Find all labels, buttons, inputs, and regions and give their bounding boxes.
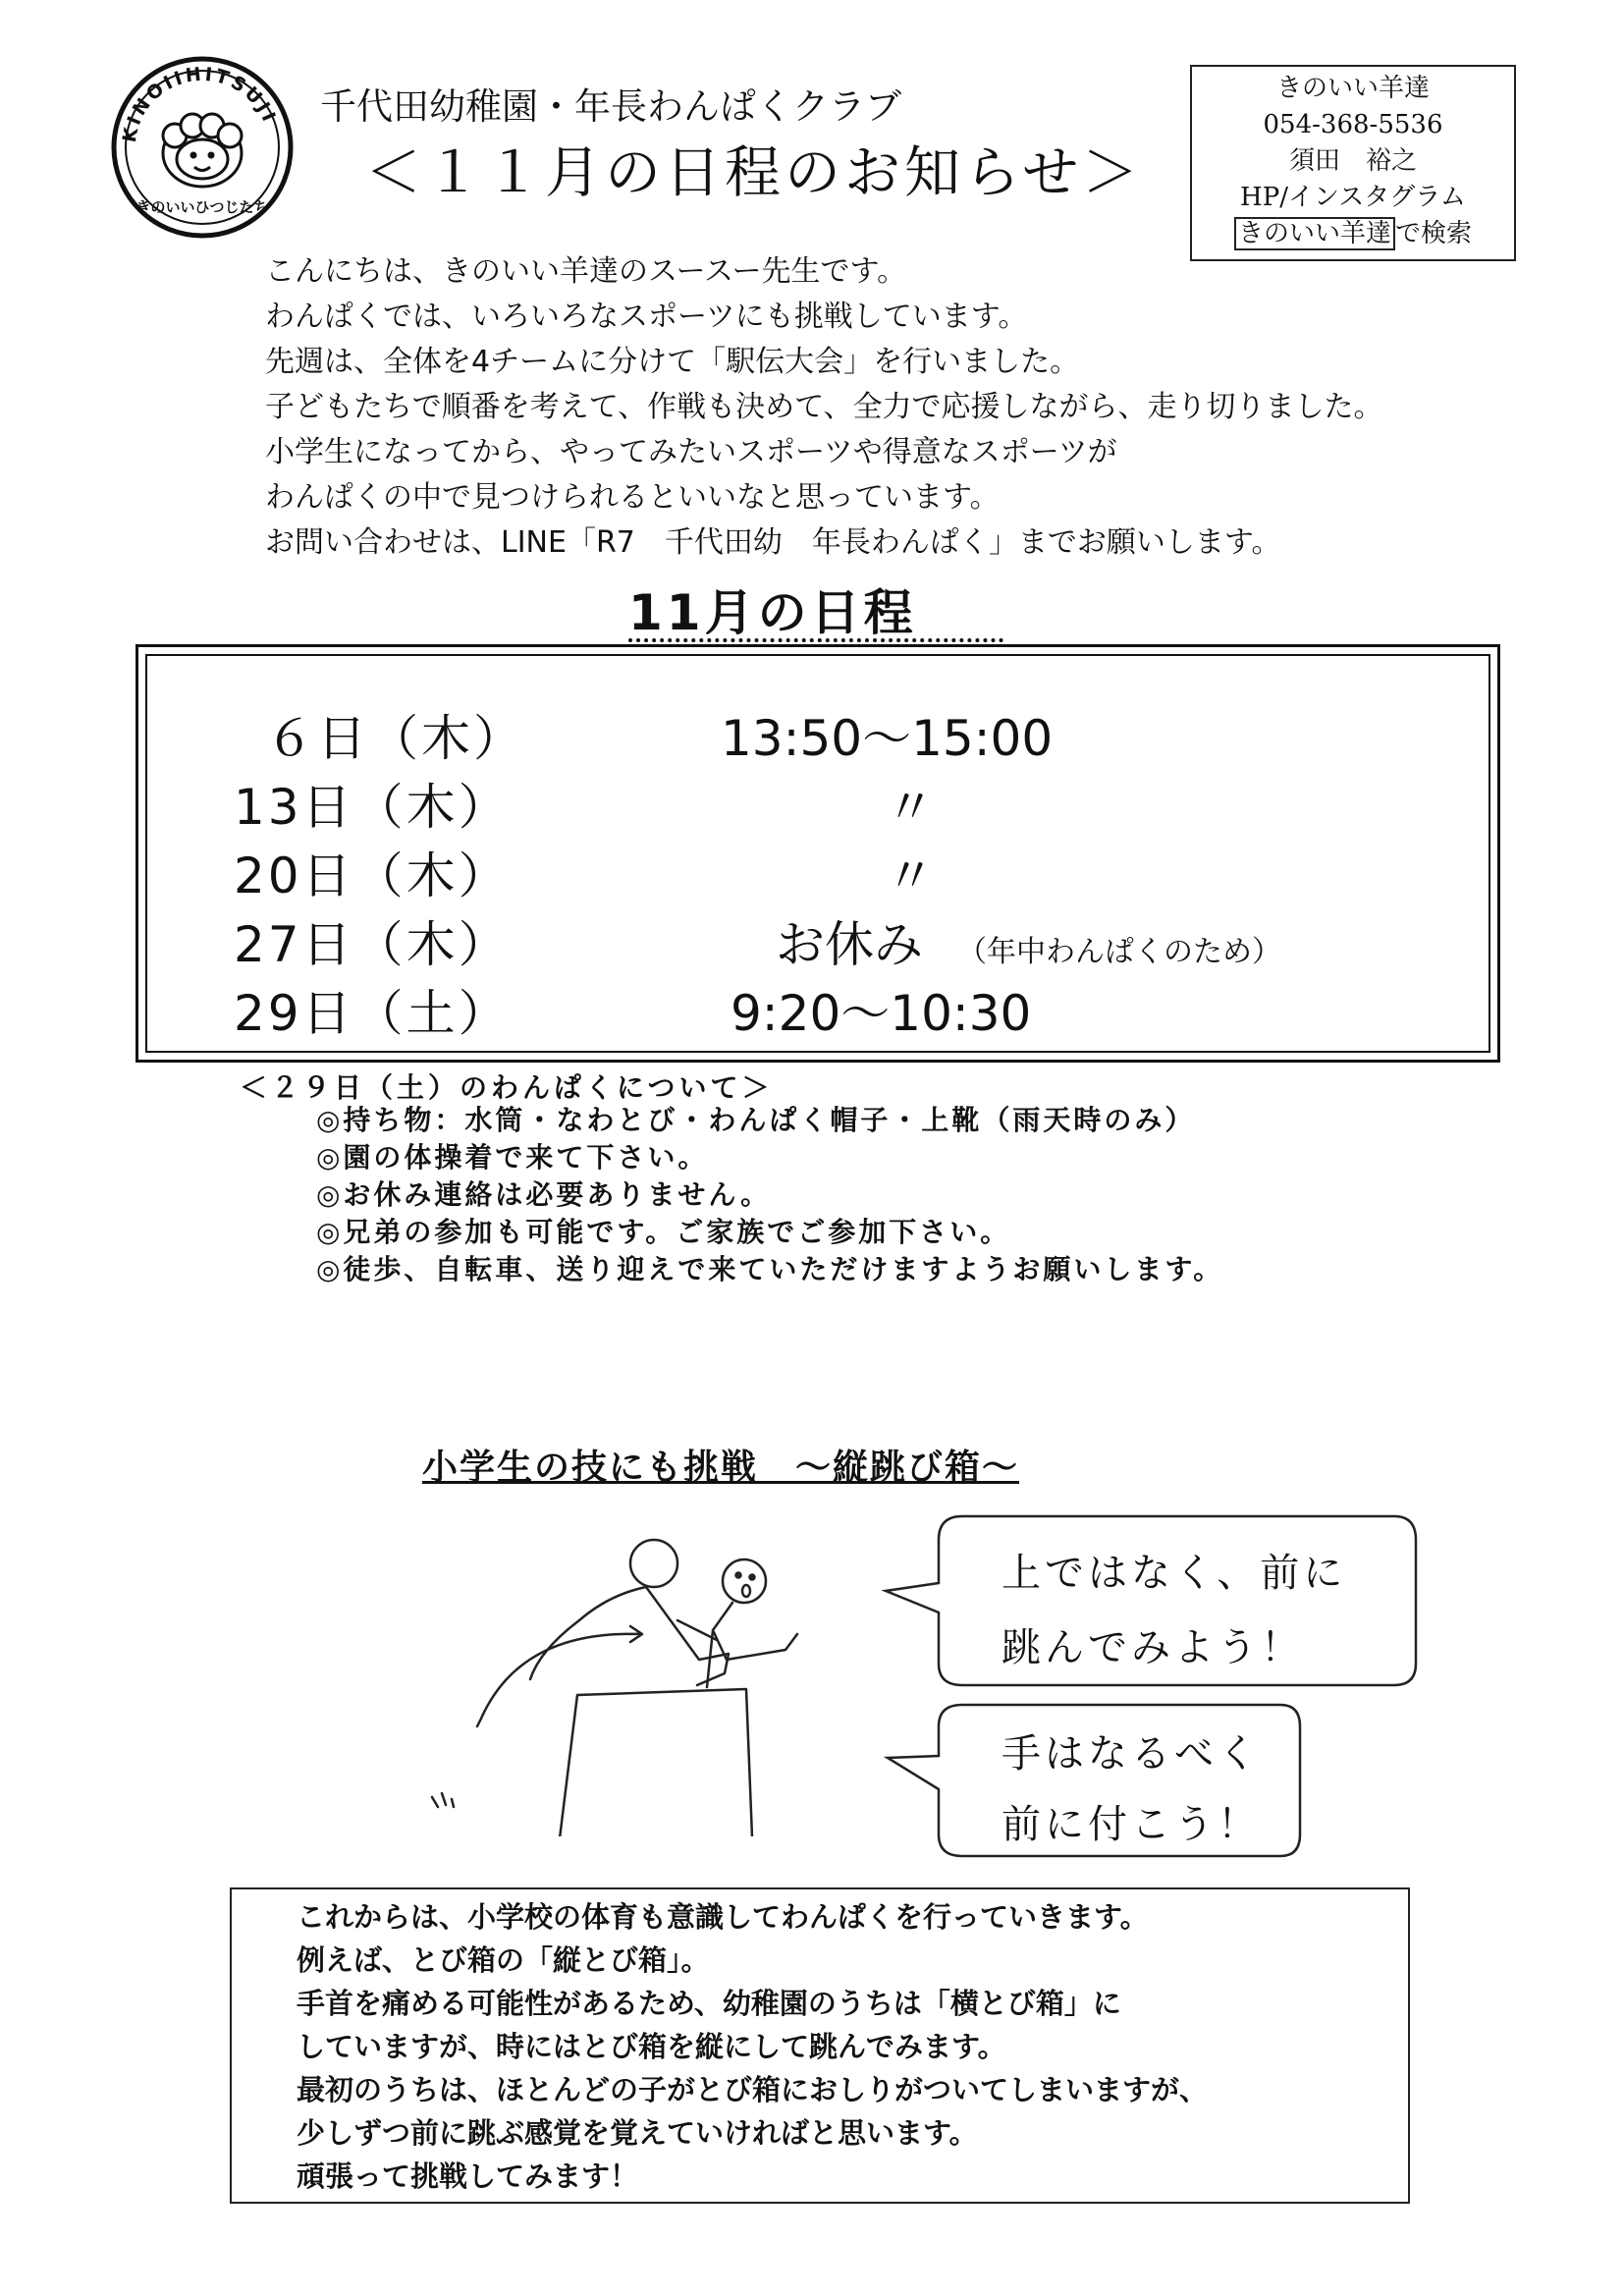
intro-line: こんにちは、きのいい羊達のスースー先生です。: [265, 254, 907, 289]
bubble2-line: 手はなるべく: [1001, 1731, 1261, 1777]
notes-item: ◎園の体操着で来て下さい。: [316, 1141, 709, 1174]
contact-hp: HP/インスタグラム: [1240, 183, 1466, 212]
notes-item: ◎兄弟の参加も可能です。ご家族でご参加下さい。: [316, 1216, 1011, 1248]
bottom-line: 最初のうちは、ほとんどの子がとび箱におしりがついてしまいますが、: [297, 2073, 1209, 2106]
logo-arc-text: KINOIIHITSUJI: [118, 63, 281, 144]
notes-item: ◎お休み連絡は必要ありません。: [316, 1178, 772, 1211]
bottom-line: していますが、時にはとび箱を縦にして跳んでみます。: [297, 2030, 1006, 2063]
search-suffix: で検索: [1395, 219, 1473, 248]
contact-box: [1190, 65, 1516, 261]
bottom-line: 頑張って挑戦してみます！: [297, 2159, 639, 2193]
notice-title: ＜１１月の日程のお知らせ＞: [365, 140, 1143, 205]
schedule-title: 11月の日程: [628, 584, 917, 641]
bubble1-line: 上ではなく、前に: [1001, 1551, 1347, 1596]
schedule-date: 20日（木）: [234, 847, 511, 904]
footprint-marks: [432, 1793, 454, 1807]
schedule-time: 9:20〜10:30: [731, 985, 1032, 1042]
contact-phone: 054-368-5536: [1263, 110, 1443, 139]
contact-name: きのいい羊達: [1275, 74, 1430, 103]
bottom-line: 少しずつ前に跳ぶ感覚を覚えていければと思います。: [297, 2116, 978, 2150]
teacher-body: [530, 1587, 729, 1685]
notes-item: ◎徒歩、自転車、送り迎えで来ていただけますようお願いします。: [316, 1253, 1224, 1285]
sheep-icon: [163, 114, 242, 187]
vaulting-box-illustration: [412, 1512, 825, 1836]
notes-item: ◎持ち物：水筒・なわとび・わんぱく帽子・上靴（雨天時のみ）: [316, 1104, 1196, 1136]
intro-text: [265, 249, 1383, 566]
schedule-date: ６日（木）: [265, 710, 525, 767]
vaulting-box: [560, 1689, 752, 1836]
bubble1-line: 跳んでみよう！: [1001, 1625, 1304, 1670]
challenge-title: 小学生の技にも挑戦 〜縦跳び箱〜: [422, 1448, 1020, 1488]
bubble2-line: 前に付こう！: [1001, 1802, 1261, 1847]
club-logo: [110, 55, 295, 240]
schedule-time-text: お休み: [776, 916, 923, 973]
intro-line: 子どもたちで順番を考えて、作戦も決めて、全力で応援しながら、走り切りました。: [265, 390, 1383, 424]
bottom-line: 手首を痛める可能性があるため、幼稚園のうちは「横とび箱」に: [297, 1987, 1121, 2020]
jump-arrow: [481, 1626, 642, 1719]
intro-line: 先週は、全体を4チームに分けて「駅伝大会」を行いました。: [265, 345, 1080, 379]
bottom-line: 例えば、とび箱の「縦とび箱」。: [297, 1943, 710, 1977]
intro-line: わんぱくの中で見つけられるといいなと思っています。: [265, 480, 1000, 515]
club-title: 千代田幼稚園・年長わんぱくクラブ: [320, 85, 901, 128]
schedule-time: 〃: [886, 779, 935, 836]
schedule-time: [776, 905, 1281, 976]
contact-person: 須田 裕之: [1288, 146, 1417, 176]
bottom-line: これからは、小学校の体育も意識してわんぱくを行っていきます。: [297, 1900, 1149, 1934]
notes-list: [316, 1102, 1223, 1288]
bottom-message: [297, 1895, 1208, 2198]
schedule-time: 13:50〜15:00: [721, 710, 1054, 767]
intro-line: お問い合わせは、LINE「R7 千代田幼 年長わんぱく」までお願いします。: [265, 525, 1281, 560]
search-keyword: きのいい羊達: [1234, 217, 1395, 250]
intro-line: 小学生になってから、やってみたいスポーツや得意なスポーツが: [265, 435, 1117, 469]
notes-heading: ＜２９日（土）のわんぱくについて＞: [240, 1071, 774, 1104]
schedule-time: 〃: [886, 847, 935, 904]
schedule-title-underline: [628, 638, 1003, 642]
schedule-note: （年中わんぱくのため）: [972, 935, 1281, 969]
contact-search: [1192, 216, 1514, 252]
teacher-head: [630, 1540, 677, 1587]
schedule-date: 13日（木）: [234, 779, 511, 836]
schedule-date: 29日（土）: [234, 985, 511, 1042]
intro-line: わんぱくでは、いろいろなスポーツにも挑戦しています。: [265, 300, 1028, 334]
schedule-frame-inner: [145, 654, 1490, 1053]
schedule-date: 27日（木）: [234, 916, 511, 973]
logo-bottom-text: きのいいひつじたち: [135, 198, 269, 216]
